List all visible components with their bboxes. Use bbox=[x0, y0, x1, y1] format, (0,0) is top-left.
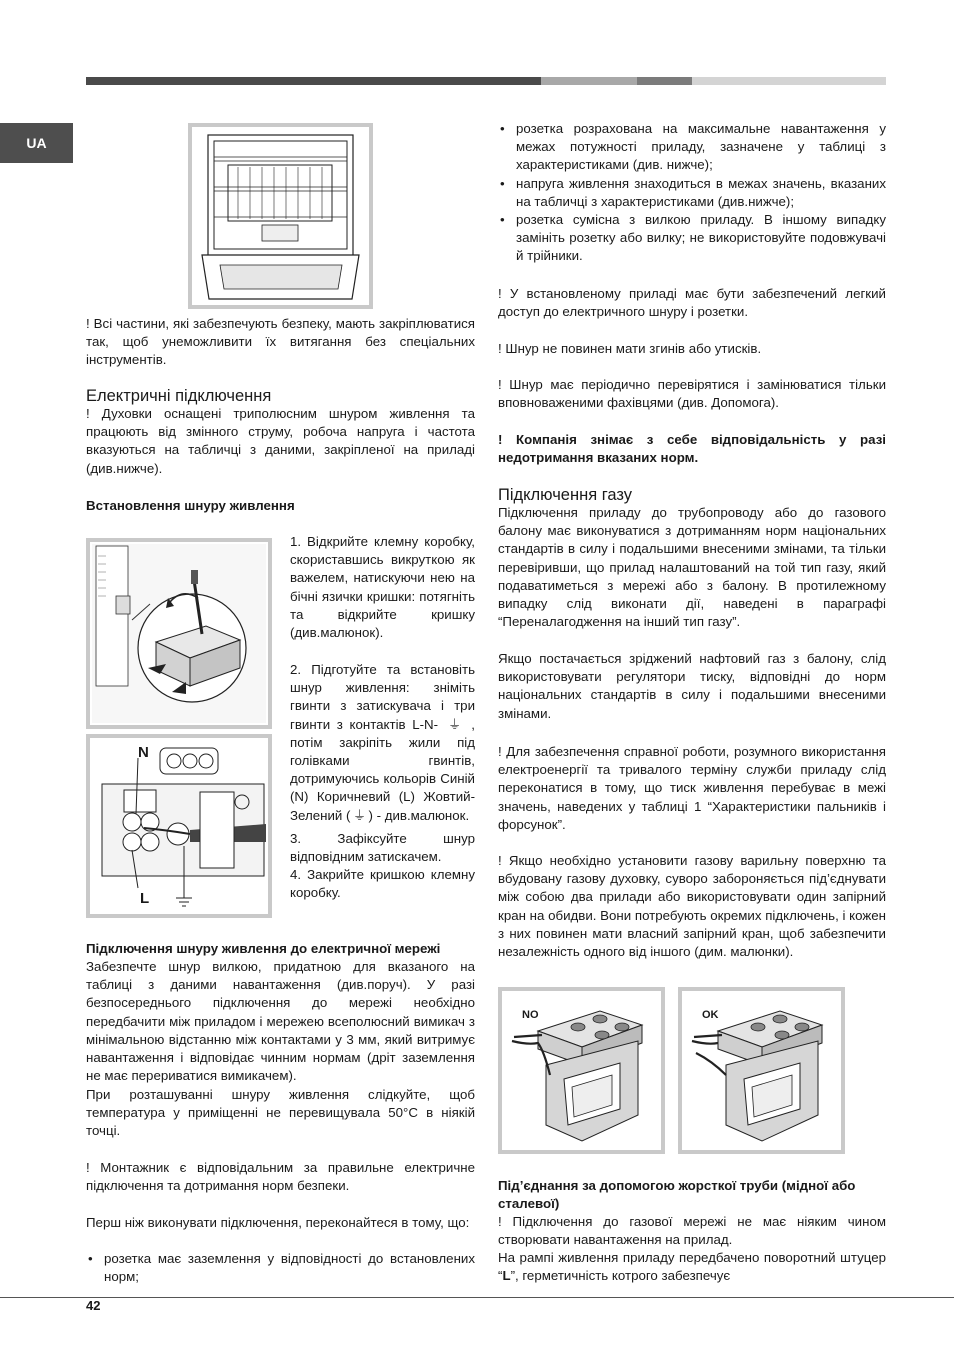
access-note: ! У встановленому приладі має бути забезпечений легкий доступ до електричного шнуру і розетки. bbox=[498, 286, 886, 320]
neutral-terminal-label: N bbox=[138, 744, 149, 761]
cord-bend-note: ! Шнур не повинен мати згинів або утисків. bbox=[498, 341, 762, 356]
step-4-text: 4. Закрийте кришкою клемну коробку. bbox=[290, 867, 475, 901]
rigid-pipe-text bbox=[498, 1249, 886, 1285]
mains-text-1: Забезпечте шнур вилкою, придатною для вказаного на таблиці з даними навантаження (див.поруч). У разі безпосереднього підключення до мережі необхідно передбачити між приладом і мережею всеполюсний вимикач з мінімальною відстанню між контактами у 3 мм, який витримує навантаження і відповідає чинним нормам (дріт заземлення не має перериватися вимикачем). bbox=[86, 959, 475, 1084]
before-connection-text: Перш ніж виконувати підключення, переконайтеся в тому, що: bbox=[86, 1215, 470, 1230]
earth-symbol-icon: ⏚ bbox=[352, 807, 367, 823]
electric-section-title: Електричні підключення bbox=[86, 387, 272, 405]
step-2-part-b: , потім закріпіть жили під голівками гвинтів, дотримуючись кольорів Синій (N) Коричневий (L) Жовтий-Зелений ( bbox=[290, 716, 475, 823]
gas-pressure-note: ! Для забезпечення справної роботи, розумного використання електроенергії та тривалого терміну служби приладу слід переконатися в тому, що тиск живлення перебуває в межі значень, наведених у таблиці 1 “Характеристики пальників і форсунок”. bbox=[498, 744, 886, 832]
gas-section-title: Підключення газу bbox=[498, 486, 632, 504]
list-item: • розетка розрахована на максимальне навантаження у межах потужності приладу, зазначене у таблиці з характеристиками (див. нижче); bbox=[498, 120, 886, 175]
mains-connection-title: Підключення шнуру живлення до електричної мережі bbox=[86, 941, 441, 956]
step-1-text: 1. Відкрийте клемну коробку, скориставшись викруткою як важелем, натискуючи нею на бічні язички кришки: потягніть та відкрийте кришку (див.малюнок). bbox=[290, 534, 475, 641]
ok-label: OK bbox=[702, 1009, 719, 1021]
list-item: • напруга живлення знаходиться в межах значень, вказаних на табличці з характеристиками (див.нижче); bbox=[498, 175, 886, 211]
rigid-pipe-title: Під’єднання за допомогою жорсткої труби (мідної або сталевої) bbox=[498, 1178, 856, 1211]
fitting-l-label: L bbox=[502, 1268, 511, 1284]
rigid-pipe-text-a: На рампі живлення приладу передбачено поворотний штуцер “ bbox=[498, 1250, 886, 1284]
header-bar-segment bbox=[692, 77, 886, 85]
terminal-block-wiring-diagram bbox=[86, 734, 272, 918]
electric-text: ! Духовки оснащені триполюсним шнуром живлення та працюють від змінного струму, робоча напруга і частота вказуються на табличці з даними, закріпленої на приладі (див.нижче). bbox=[86, 406, 475, 476]
header-bar-segment bbox=[637, 77, 692, 85]
mains-text-2: При розташуванні шнуру живлення слідкуйте, щоб температура у приміщенні не перевищувала 50°C в ніякій точці. bbox=[86, 1087, 475, 1139]
list-item: • розетка має заземлення у відповідності до встановлених норм; bbox=[86, 1250, 475, 1286]
liability-note: ! Компанія знімає з себе відповідальність у разі недотримання вказаних норм. bbox=[498, 432, 886, 466]
safety-note: ! Всі частини, які забезпечують безпеку, мають закріплюватися так, щоб унеможливити їх витягання без спеціальних інструментів. bbox=[86, 316, 475, 368]
incorrect-connection-illustration bbox=[498, 987, 665, 1154]
step-2-part-a: 2. Підготуйте та встановіть шнур живлення: зніміть гвинти з затискувача і три гвинти з контактів L-N- bbox=[290, 662, 475, 732]
gas-text-2: Якщо постачається зріджений нафтовий газ з балону, слід використовувати регулятори тиску, відповідні до норм національних стандартів в силу і подальшими внесеними змінами. bbox=[498, 651, 886, 721]
header-bar-segment bbox=[86, 77, 541, 85]
oven-illustration bbox=[188, 123, 373, 309]
footer-rule bbox=[0, 1297, 954, 1298]
step-3-text: 3. Зафіксуйте шнур відповідним затискачем. bbox=[290, 831, 475, 865]
gas-text-1: Підключення приладу до трубопроводу або до газового балону має виконуватися з дотриманням норм національних стандартів в силу і подальшими внесеними змінами, та тільки перевіривши, що прилад налаштований на той тип газу, який подаватиметься з мережі або з балону. В протилежному випадку слід виконати дії, наведені в параграфі “Переналагодження на інший тип газу”. bbox=[498, 505, 886, 630]
language-tab: UA bbox=[0, 123, 73, 163]
checklist-right bbox=[498, 120, 886, 266]
header-bar-segment bbox=[541, 77, 637, 85]
correct-connection-illustration bbox=[678, 987, 845, 1154]
installer-note: ! Монтажник є відповідальним за правильне електричне підключення та дотримання норм безпеки. bbox=[86, 1160, 475, 1194]
no-label: NO bbox=[522, 1009, 539, 1021]
earth-symbol-icon: ⏚ bbox=[448, 716, 462, 732]
page-number: 42 bbox=[86, 1298, 101, 1313]
terminal-box-open-illustration bbox=[86, 538, 272, 729]
gas-separate-valves-note: ! Якщо необхідно установити газову варильну поверхню та вбудовану газову духовку, суворо забороняється під’єднувати між собою два прилади або використовувати один запірний кран на обидви. Вони потребують окремих підключень, і кожен з них повинен мати власний запірний кран, щоб забезпечити незалежність одного від іншого (дим. малюнки). bbox=[498, 853, 886, 960]
checklist-left bbox=[86, 1250, 475, 1286]
step-2-text bbox=[290, 661, 475, 825]
step-2-part-c: ) - див.малюнок. bbox=[368, 807, 470, 823]
rigid-pipe-note: ! Підключення до газової мережі не має ніяким чином створювати навантаження на прилад. bbox=[498, 1214, 886, 1248]
cord-check-note: ! Шнур має періодично перевірятися і замінюватися тільки вповноваженими фахівцями (див. Допомога). bbox=[498, 377, 886, 411]
cord-install-title: Встановлення шнуру живлення bbox=[86, 498, 295, 513]
live-terminal-label: L bbox=[140, 890, 150, 907]
rigid-pipe-text-b: ”, герметичність котрого забезпечує bbox=[510, 1268, 731, 1284]
list-item: • розетка сумісна з вилкою приладу. В іншому випадку замініть розетку або вилку; не використовуйте подовжувачі й трійники. bbox=[498, 211, 886, 266]
